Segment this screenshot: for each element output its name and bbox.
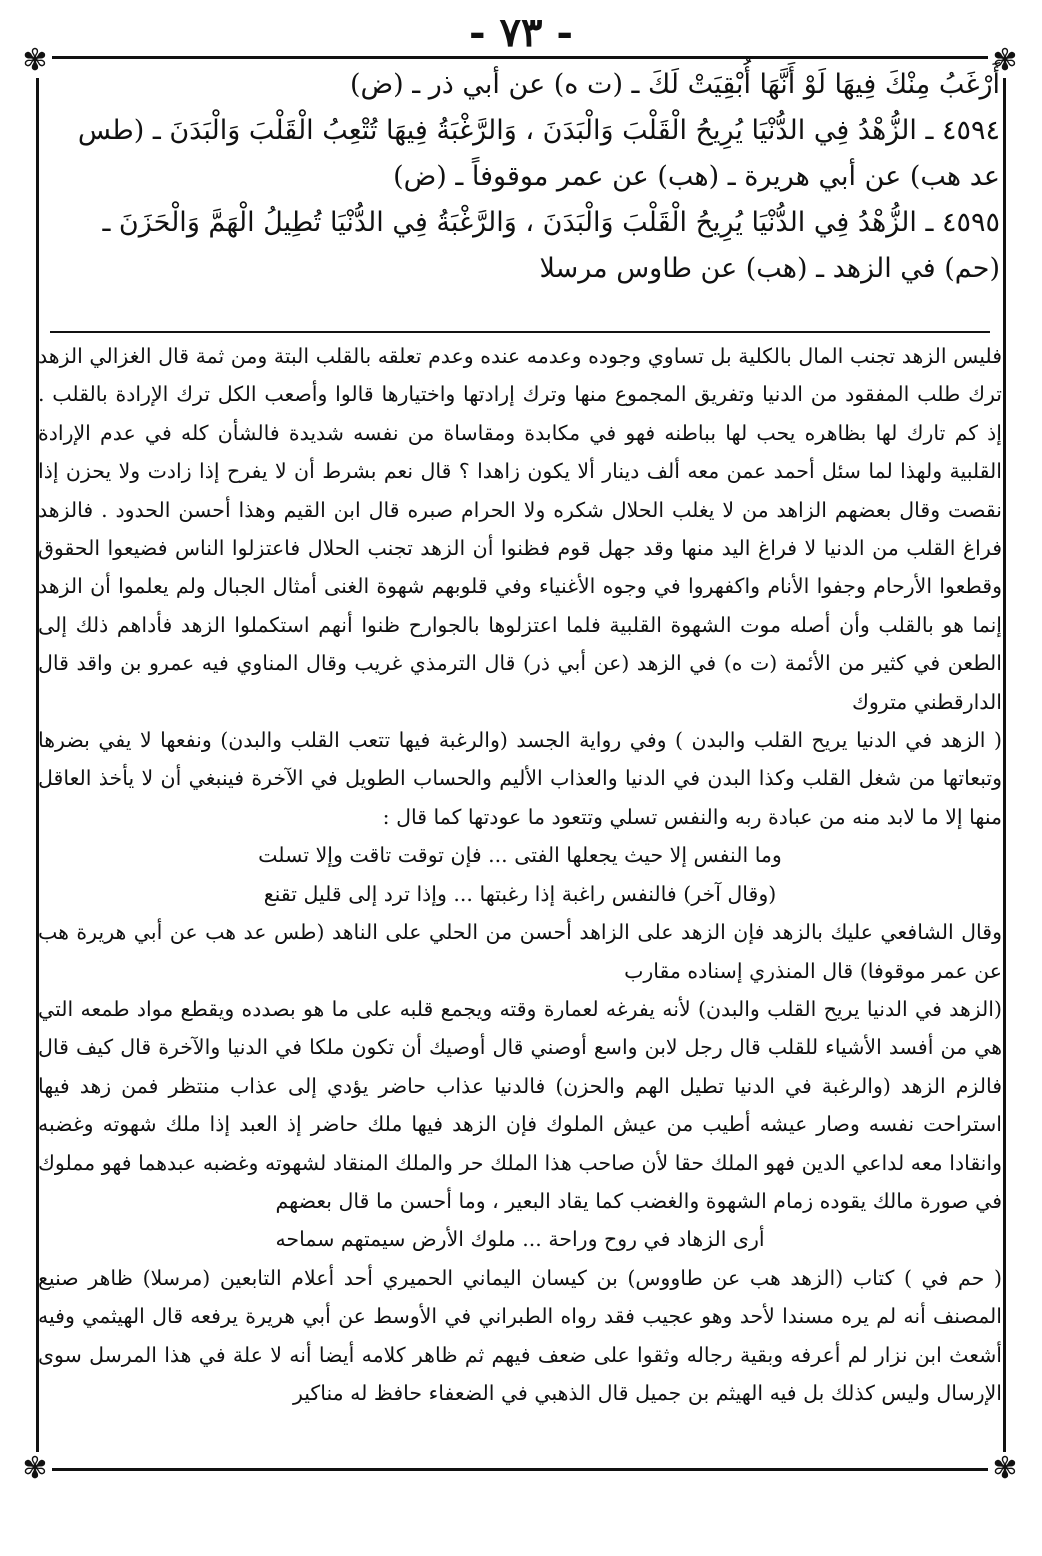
hadith-line: أَرْغَبُ مِنْكَ فِيهَا لَوْ أَنَّهَا أُبْقِيَتْ لَكَ ـ (ت ه) عن أبي ذر ـ (ض) bbox=[349, 69, 1000, 100]
commentary-paragraph: فليس الزهد تجنب المال بالكلية بل تساوي وجوده وعدمه عنده وعدم تعلقه بالقلب البتة ومن ثمة قال الغزالي الزهد ترك طلب المفقود من الدنيا وتفريق المجموع منها وترك إرادتها واختيارها قالوا وأصعب الكل ترك الإرادة بالقلب . إذ كم تارك لها بظاهره يحب لها بباطنه فهو في مكابدة ومقاساة من نفسه شديدة فالشأن كله في عدم الإرادة القلبية ولهذا لما سئل أحمد عمن معه ألف دينار ألا يكون زاهدا ؟ قال نعم بشرط أن لا يفرح إذا زادت ولا يحزن إذا نقصت وقال بعضهم الزاهد من لا يغلب الحلال شكره ولا الحرام صبره قال ابن القيم وهذا أحسن الحدود . فالزهد فراغ القلب من الدنيا لا فراغ اليد منها وقد جهل قوم فظنوا أن الزهد تجنب الحلال فاعتزلوا الناس فضيعوا الحقوق وقطعوا الأرحام وجفوا الأنام واكفهروا في وجوه الأغنياء وفي قلوبهم شهوة الغنى أمثال الجبال ولم يعلموا أن الزهد إنما هو بالقلب وأن أصله موت الشهوة القلبية فلما اعتزلوها بالجوارح ظنوا أنهم استكملوا الزهد فأداهم ذلك إلى الطعن في كثير من الأئمة (ت ه) في الزهد (عن أبي ذر) قال الترمذي غريب وقال المناوي فيه عمرو بن واقد قال الدارقطني متروك bbox=[38, 344, 1002, 714]
hadith-4594: ٤٥٩٤ ـ الزُّهْدُ فِي الدُّنْيَا يُرِيحُ الْقَلْبَ وَالْبَدَنَ ، وَالرَّغْبَةُ فِيهَا تُتْعِبُ الْقَلْبَ وَالْبَدَنَ ـ (طس عد هب) عن أبي هريرة ـ (هب) عن عمر موقوفاً ـ (ض) bbox=[77, 115, 1000, 192]
poetry-verse: أرى الزهاد في روح وراحة ... ملوك الأرض سيمتهم سماحه bbox=[275, 1227, 765, 1252]
page-number: - ٧٣ - bbox=[468, 9, 574, 56]
commentary-paragraph: ( حم في ) كتاب (الزهد هب عن طاووس) بن كيسان اليماني الحميري أحد أعلام التابعين (مرسلا) ظاهر صنيع المصنف أنه لم يره مسندا لأحد وهو عجيب فقد رواه الطبراني في الأوسط عن أبي هريرة يرفعه قال الهيثمي وفيه أشعث ابن نزار لم أعرفه وبقية رجاله وثقوا على ضعف فيهم ثم ظاهر كلامه أيضا أنه لا علة في هذا المرسل سوى الإرسال وليس كذلك بل فيه الهيثم بن جميل قال الذهبي في الضعفاء حافظ له مناكير bbox=[38, 1265, 1002, 1405]
bottom-border-rule bbox=[22, 1468, 1020, 1471]
hadith-4595: ٤٥٩٥ ـ الزُّهْدُ فِي الدُّنْيَا يُرِيحُ الْقَلْبَ وَالْبَدَنَ ، وَالرَّغْبَةُ فِي الدُّنْيَا تُطِيلُ الْهَمَّ وَالْحَزَنَ ـ (حم) في الزهد ـ (هب) عن طاوس مرسلا bbox=[102, 207, 1000, 284]
poetry-verse: وما النفس إلا حيث يجعلها الفتى ... فإن توقت تاقت وإلا تسلت bbox=[258, 843, 782, 868]
commentary-paragraph: وقال الشافعي عليك بالزهد فإن الزهد على الزاهد أحسن من الحلي على الناهد (طس عد هب عن أبي هريرة هب عن عمر موقوفا) قال المنذري إسناده مقارب bbox=[38, 920, 1002, 983]
flower-ornament-icon: ✾ bbox=[18, 1452, 52, 1486]
section-divider bbox=[50, 331, 990, 333]
poetry-verse: (وقال آخر) فالنفس راغبة إذا رغبتها ... وإذا ترد إلى قليل تقنع bbox=[263, 881, 777, 906]
commentary-section bbox=[38, 337, 1002, 1412]
flower-ornament-icon: ✾ bbox=[18, 44, 52, 78]
hadith-section bbox=[40, 62, 1000, 292]
flower-ornament-icon: ✾ bbox=[988, 1452, 1022, 1486]
top-border-rule bbox=[22, 56, 1020, 59]
commentary-paragraph: ( الزهد في الدنيا يريح القلب والبدن ) وفي رواية الجسد (والرغبة فيها تتعب القلب والبدن) ونفعها لا يفي بضرها وتبعاتها من شغل القلب وكذا البدن في الدنيا والعذاب الأليم والحساب الطويل في الآخرة فينبغي أن لا يأخذ العاقل منها إلا ما لابد منه من عبادة ربه والنفس تسلي وتتعود ما عودتها كما قال : bbox=[38, 728, 1002, 829]
right-border-rule bbox=[1003, 56, 1006, 1471]
commentary-paragraph: (الزهد في الدنيا يريح القلب والبدن) لأنه يفرغه لعمارة وقته ويجمع قلبه على ما هو بصدده ويقطع مواد طمعه التي هي من أفسد الأشياء للقلب قال رجل لابن واسع أوصني قال أوصيك أن تكون ملكا في الدنيا والآخرة قال كيف قال فالزم الزهد (والرغبة في الدنيا تطيل الهم والحزن) فالدنيا عذاب حاضر يؤدي إلى عذاب منتظر فمن زهد فيها استراحت نفسه وصار عيشه أطيب من عيش الملوك فإن الزهد فيها ملك حاضر إذ العبد إذا ملك شهوته وغضبه وانقادا معه لداعي الدين فهو الملك حقا لأن صاحب هذا الملك حر والملك المنقاد لشهوته وغضبه عبدهما فهو مملوك في صورة مالك يقوده زمام الشهوة والغضب كما يقاد البعير ، وما أحسن ما قال بعضهم bbox=[38, 996, 1003, 1213]
flower-ornament-icon: ✾ bbox=[988, 44, 1022, 78]
